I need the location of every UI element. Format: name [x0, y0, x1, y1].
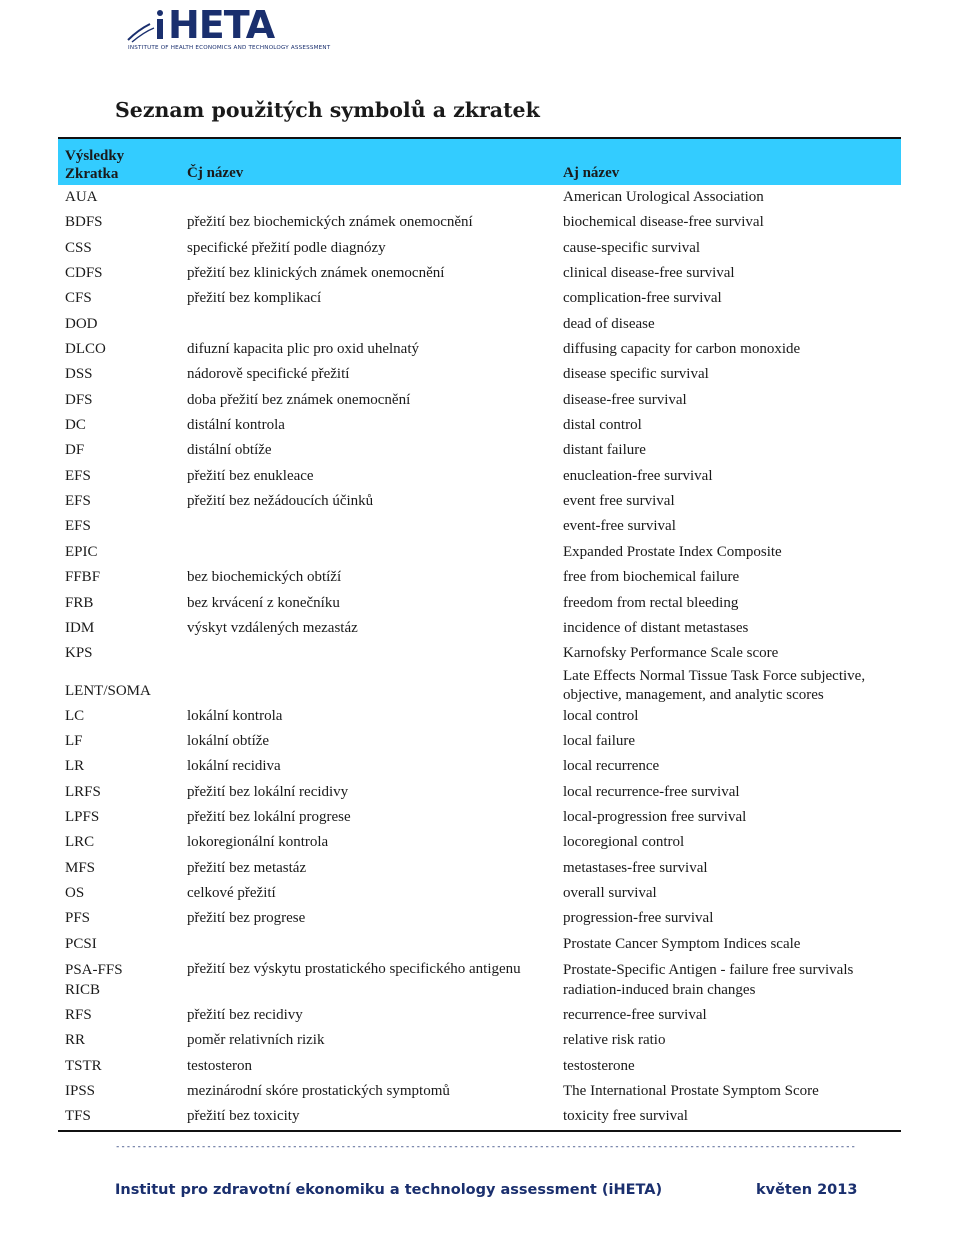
table-row: [58, 286, 901, 311]
table-row: [58, 754, 901, 779]
abbr-cell: LRC: [65, 834, 95, 851]
abbr-cell: FRB: [65, 594, 94, 611]
cz-name-cell: výskyt vzdálených mezastáz: [187, 619, 358, 636]
cz-name-cell: distální kontrola: [187, 417, 285, 434]
table-row: [58, 565, 901, 590]
table-row: [58, 729, 901, 754]
table-row: [58, 1003, 901, 1028]
cz-name-cell: přežití bez metastáz: [187, 859, 307, 876]
cz-name-cell: přežití bez lokální recidivy: [187, 783, 349, 800]
table-row: [58, 413, 901, 438]
table-row: [58, 830, 901, 855]
en-name-cell: local failure: [563, 732, 636, 749]
abbr-cell: [65, 960, 123, 1001]
en-name-cell: event-free survival: [563, 518, 676, 535]
abbr-cell: CFS: [65, 290, 92, 307]
en-name-cell: relative risk ratio: [563, 1032, 666, 1049]
table-body: [58, 185, 901, 1132]
en-name-cell: distal control: [563, 417, 642, 434]
cz-name-cell: distální obtíže: [187, 442, 272, 459]
cz-name-cell: přežití bez klinických známek onemocnění: [187, 265, 445, 282]
cz-name-cell: přežití bez toxicity: [187, 1108, 300, 1125]
cz-name-cell: specifické přežití podle diagnózy: [187, 239, 386, 256]
abbr-cell: DF: [65, 442, 85, 459]
abbr-cell: DLCO: [65, 341, 106, 358]
en-name-cell: local-progression free survival: [563, 808, 747, 825]
abbr-cell: DSS: [65, 366, 93, 383]
table-row: [58, 388, 901, 413]
table-row: [58, 362, 901, 387]
cz-name-cell: přežití bez progrese: [187, 910, 306, 927]
abbr-cell: CDFS: [65, 265, 103, 282]
table-row: [58, 185, 901, 210]
header-en-label: Aj název: [563, 165, 620, 181]
table-row: [58, 1079, 901, 1104]
en-name-cell: recurrence-free survival: [563, 1006, 707, 1023]
cz-name-cell: lokální kontrola: [187, 707, 283, 724]
table-row: [58, 210, 901, 235]
en-name-line: objective, management, and analytic scores: [563, 686, 824, 703]
en-name-cell: local recurrence-free survival: [563, 783, 740, 800]
cz-name-cell: testosteron: [187, 1057, 252, 1074]
cz-name-cell: lokální recidiva: [187, 758, 281, 775]
en-name-line: radiation-induced brain changes: [563, 982, 756, 999]
abbr-cell: FFBF: [65, 569, 101, 586]
table-row: [58, 489, 901, 514]
footer-divider: ------------------------------------------------------------------------------------------------------------------------------------------: [115, 1142, 856, 1152]
abbr-cell: MFS: [65, 859, 96, 876]
abbr-cell: RR: [65, 1032, 86, 1049]
header-cz-label: Čj název: [187, 165, 244, 181]
abbr-cell: DOD: [65, 315, 98, 332]
footer-date: květen 2013: [756, 1182, 858, 1198]
table-row: [58, 780, 901, 805]
abbr-cell: EFS: [65, 493, 91, 510]
table-row: [58, 641, 901, 666]
table-row: [58, 906, 901, 931]
abbr-cell: RFS: [65, 1006, 92, 1023]
page-title: Seznam použitých symbolů a zkratek: [115, 98, 540, 122]
cz-name-cell: přežití bez biochemických známek onemocnění: [187, 214, 473, 231]
cz-name-cell: přežití bez recidivy: [187, 1006, 303, 1023]
en-name-cell: progression-free survival: [563, 910, 714, 927]
cz-name-cell: přežití bez lokální progrese: [187, 808, 351, 825]
abbr-cell: TFS: [65, 1108, 91, 1125]
en-name-cell: toxicity free survival: [563, 1108, 688, 1125]
abbr-cell: CSS: [65, 239, 92, 256]
table-row: [58, 667, 901, 704]
en-name-cell: freedom from rectal bleeding: [563, 594, 739, 611]
en-name-cell: complication-free survival: [563, 290, 722, 307]
en-name-cell: overall survival: [563, 884, 657, 901]
header-abbr-label: Zkratka: [65, 166, 119, 182]
table-row: [58, 261, 901, 286]
cz-name-cell: lokoregionální kontrola: [187, 834, 329, 851]
abbr-cell: EFS: [65, 467, 91, 484]
en-name-line: Late Effects Normal Tissue Task Force subjective,: [563, 667, 866, 684]
cz-name-cell: bez krvácení z konečníku: [187, 594, 340, 611]
table-row: [58, 704, 901, 729]
en-name-cell: Prostate Cancer Symptom Indices scale: [563, 935, 801, 952]
table-row: [58, 932, 901, 957]
abbr-cell: EFS: [65, 518, 91, 535]
table-row: [58, 464, 901, 489]
cz-name-cell: mezinárodní skóre prostatických symptomů: [187, 1083, 450, 1099]
en-name-cell: distant failure: [563, 442, 646, 459]
abbr-cell: IPSS: [65, 1083, 96, 1099]
iheta-logo-mark: [118, 2, 318, 44]
abbr-cell: TSTR: [65, 1057, 102, 1074]
abbr-cell: LC: [65, 707, 85, 724]
en-name-cell: The International Prostate Symptom Score: [563, 1083, 819, 1099]
abbr-cell: EPIC: [65, 543, 98, 560]
abbr-cell: LENT/SOMA: [65, 682, 151, 699]
header-abbr-column: [65, 147, 124, 183]
abbr-cell: PCSI: [65, 935, 97, 952]
header-results-label: Výsledky: [65, 148, 125, 164]
abbr-cell: KPS: [65, 645, 93, 662]
en-name-cell: free from biochemical failure: [563, 569, 740, 586]
table-row: [58, 1028, 901, 1053]
abbr-cell: LPFS: [65, 808, 100, 825]
table-row: [58, 1054, 901, 1079]
cz-name-cell: přežití bez enukleace: [187, 467, 314, 484]
table-row: [58, 540, 901, 565]
abbr-line: PSA-FFS: [65, 961, 123, 978]
en-name-line: Prostate-Specific Antigen - failure free survivals: [563, 961, 854, 978]
footer-institute: Institut pro zdravotní ekonomiku a technology assessment (iHETA): [115, 1182, 663, 1198]
abbr-cell: DFS: [65, 391, 93, 408]
en-name-cell: biochemical disease-free survival: [563, 214, 764, 231]
table-row: [58, 514, 901, 539]
table-row: [58, 881, 901, 906]
en-name-cell: event free survival: [563, 493, 675, 510]
en-name-cell: American Urological Association: [563, 189, 764, 205]
en-name-cell: [563, 667, 865, 705]
table-row: [58, 805, 901, 830]
en-name-cell: locoregional control: [563, 834, 685, 851]
en-name-cell: clinical disease-free survival: [563, 265, 735, 282]
abbr-cell: LR: [65, 758, 85, 775]
abbr-cell: AUA: [65, 189, 98, 205]
en-name-cell: disease-free survival: [563, 391, 687, 408]
en-name-cell: testosterone: [563, 1057, 635, 1074]
en-name-cell: enucleation-free survival: [563, 467, 713, 484]
cz-name-cell: bez biochemických obtíží: [187, 569, 342, 586]
cz-name-cell: nádorově specifické přežití: [187, 366, 350, 383]
en-name-cell: metastases-free survival: [563, 859, 708, 876]
abbr-cell: LF: [65, 732, 83, 749]
abbr-cell: LRFS: [65, 783, 101, 800]
table-row: [58, 1104, 901, 1129]
en-name-cell: diffusing capacity for carbon monoxide: [563, 341, 801, 358]
table-row: [58, 337, 901, 362]
table-row: [58, 856, 901, 881]
en-name-cell: incidence of distant metastases: [563, 619, 749, 636]
cz-name-cell: difuzní kapacita plic pro oxid uhelnatý: [187, 341, 420, 358]
abbreviation-table: [58, 137, 901, 1132]
table-row: [58, 591, 901, 616]
cz-name-cell: přežití bez výskytu prostatického specifického antigenu: [187, 960, 521, 977]
table-row: [58, 236, 901, 261]
iheta-logo: [118, 2, 331, 58]
cz-name-cell: doba přežití bez známek onemocnění: [187, 391, 411, 408]
abbr-cell: PFS: [65, 910, 91, 927]
abbr-cell: DC: [65, 417, 86, 434]
en-name-cell: Expanded Prostate Index Composite: [563, 543, 782, 560]
table-row: [58, 312, 901, 337]
en-name-cell: cause-specific survival: [563, 239, 701, 256]
table-row: [58, 438, 901, 463]
cz-name-cell: poměr relativních rizik: [187, 1032, 325, 1049]
table-row: [58, 616, 901, 641]
svg-text:HETA: HETA: [168, 3, 275, 44]
en-name-cell: Karnofsky Performance Scale score: [563, 645, 779, 662]
en-name-cell: local recurrence: [563, 758, 660, 775]
en-name-cell: [563, 960, 853, 1001]
en-name-cell: local control: [563, 707, 639, 724]
cz-name-cell: celkové přežití: [187, 884, 276, 901]
cz-name-cell: přežití bez komplikací: [187, 290, 322, 307]
en-name-cell: disease specific survival: [563, 366, 709, 383]
cz-name-cell: lokální obtíže: [187, 732, 270, 749]
abbr-cell: BDFS: [65, 214, 103, 231]
en-name-cell: dead of disease: [563, 315, 655, 332]
abbr-cell: OS: [65, 884, 85, 901]
cz-name-cell: přežití bez nežádoucích účinků: [187, 493, 374, 510]
table-header: [58, 137, 901, 185]
abbr-cell: IDM: [65, 619, 95, 636]
abbr-line: RICB: [65, 982, 101, 999]
table-row: [58, 957, 901, 1003]
logo-subtitle: INSTITUTE OF HEALTH ECONOMICS AND TECHNOLOGY ASSESSMENT: [128, 45, 331, 51]
